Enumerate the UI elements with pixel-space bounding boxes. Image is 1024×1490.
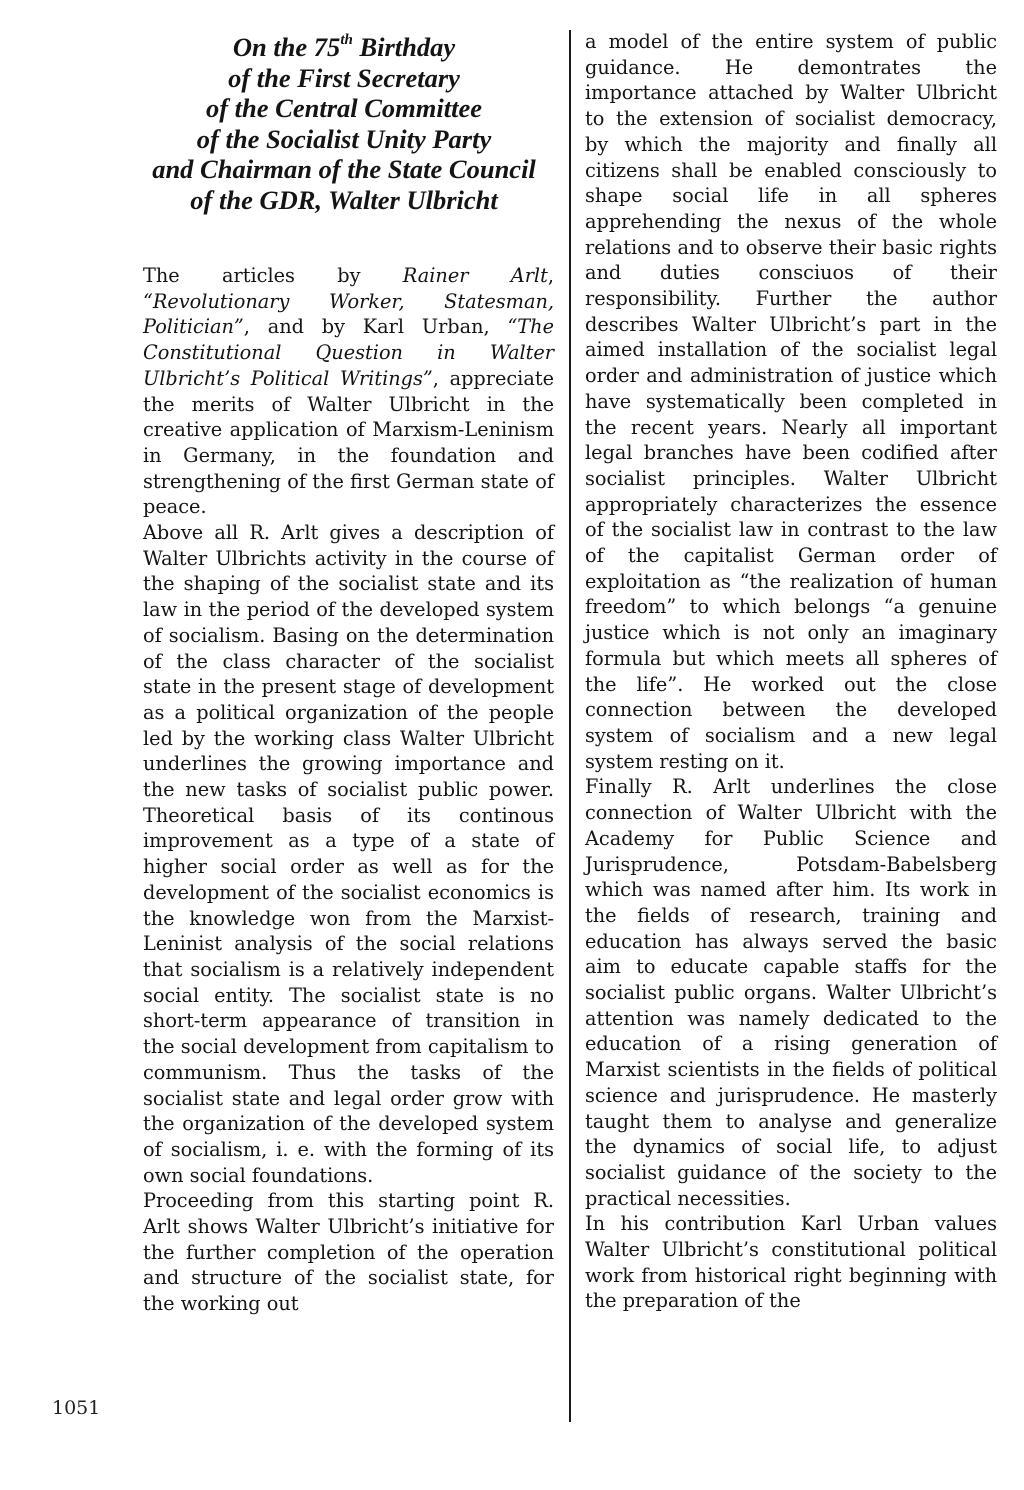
paragraph: a model of the entire system of public guidance. He demontrates the importance attached by Walter Ulbricht to the extension of socialist democracy, by which the majority and finally all citizens shall be enabled consciously to shape social life in all spheres apprehending the nexus of the whole relations and to observe their basic rights and duties consciuos of their responsibility. Further the author describes Walter Ulbricht’s part in the aimed installation of the socialist legal order and administration of justice which have systematically been completed in the recent years. Nearly all important legal branches have been codified after socialist principles. Walter Ulbricht appropriately characterizes the essence of the socialist law in contrast to the law of the capitalist German order of exploitation as “the realization of human freedom” to which belongs “a genuine justice which is not only an imaginary formula but which meets all spheres of the life”. He worked out the close connection between the developed system of socialism and a new legal system resting on it. xyxy=(585,30,997,773)
article-title xyxy=(128,32,560,215)
page-number: 1051 xyxy=(52,1397,101,1419)
title-line-3: of the Central Committee xyxy=(205,93,483,123)
article-title-ref: “The Constitutional Question in Walter Ulbricht’s Political Writings” xyxy=(143,315,554,390)
title-line-1: On the 75th Birthday xyxy=(232,32,456,62)
right-column xyxy=(585,29,997,1314)
title-superscript: th xyxy=(340,32,353,49)
paragraph: Finally R. Arlt underlines the close connection of Walter Ulbricht with the Academy for Public Science and Jurisprudence, Potsdam-Babelsberg which was named after him. Its work in the fields of research, training and education has always served the basic aim to educate capable staffs for the socialist public organs. Walter Ulbricht’s attention was namely dedicated to the education of a rising generation of Marxist scientists in the fields of political science and jurisprudence. He masterly taught them to analyse and generalize the dynamics of social life, to adjust socialist guidance of the society to the practical necessities. xyxy=(585,775,997,1210)
paragraph: Proceeding from this starting point R. Arlt shows Walter Ulbricht’s initiative for the further completion of the operation and structure of the socialist state, for the working out xyxy=(143,1189,554,1316)
title-line-4: of the Socialist Unity Party xyxy=(196,123,492,154)
author-name: Rainer Arlt xyxy=(402,264,548,287)
article-title-ref: “Revolutionary Worker, Statesman, Politician” xyxy=(143,289,554,339)
paragraph-intro: The articles by Rainer Arlt, “Revolutionary Worker, Statesman, Politician”, and by Karl Urban, “The Constitutional Question in Walter Ulbricht’s Political Writings”, appreciate the merits of Walter Ulbricht in the creative application of Marxism-Leninism in Germany, in the foundation and strengthening of the first German state of peace. xyxy=(143,264,554,519)
title-line-2: of the First Secretary xyxy=(228,62,460,93)
column-divider xyxy=(569,30,571,1422)
title-line-6: of the GDR, Walter Ulbricht xyxy=(190,184,498,215)
title-line-5: and Chairman of the State Council xyxy=(152,154,536,184)
paragraph: In his contribution Karl Urban values Walter Ulbricht’s constitutional political work from historical right beginning with the preparation of the xyxy=(585,1212,997,1313)
paragraph: Above all R. Arlt gives a description of Walter Ulbrichts activity in the course of the shaping of the socialist state and its law in the period of the developed system of socialism. Basing on the determination of the class character of the socialist state in the present stage of development as a political organization of the people led by the working class Walter Ulbricht underlines the growing importance and the new tasks of socialist public power. Theoretical basis of its continous improvement as a type of a state of higher social order as well as for the development of the socialist economics is the knowledge won from the Marxist-Leninist analysis of the social relations that socialism is a relatively independent social entity. The socialist state is no short-term appearance of transition in the social development from capitalism to communism. Thus the tasks of the socialist state and legal order grow with the organization of the developed system of socialism, i. e. with the forming of its own social foundations. xyxy=(143,521,554,1187)
left-column xyxy=(143,263,554,1317)
